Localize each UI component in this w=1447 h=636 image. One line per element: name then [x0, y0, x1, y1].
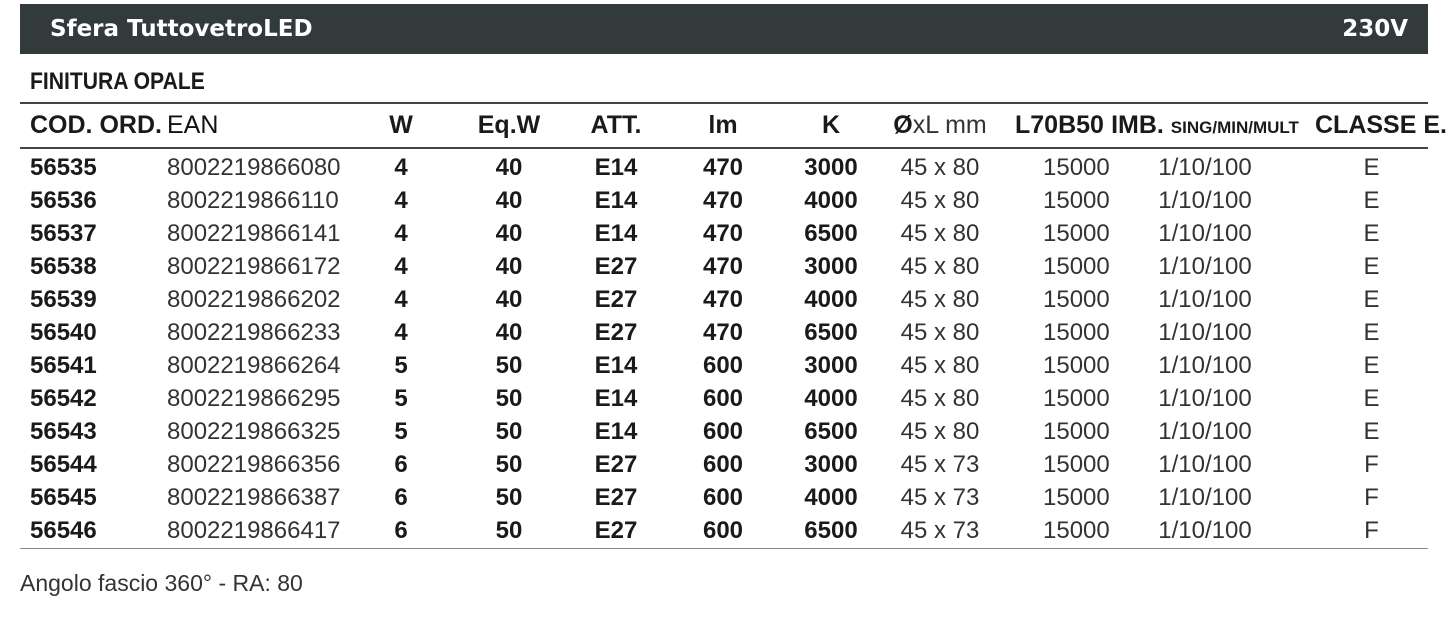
cell-w: 5 — [394, 417, 408, 445]
cell-k: 3000 — [804, 351, 858, 379]
cell-l70b50: 15000 — [1043, 153, 1110, 181]
cell-lm: 600 — [702, 483, 744, 511]
cell-imb: 1/10/100 — [1158, 450, 1252, 478]
cell-classe: F — [1364, 450, 1379, 478]
cell-k: 6500 — [804, 417, 858, 445]
table-row — [20, 316, 1428, 349]
table-row — [20, 514, 1428, 547]
cell-l70b50: 15000 — [1043, 285, 1110, 313]
col-imb — [1095, 104, 1315, 147]
cell-cod-ord: 56536 — [30, 186, 97, 214]
cell-ean: 8002219866202 — [167, 285, 341, 313]
cell-l70b50: 15000 — [1043, 417, 1110, 445]
cell-l70b50: 15000 — [1043, 384, 1110, 412]
cell-cod-ord: 56535 — [30, 153, 97, 181]
table-row — [20, 448, 1428, 481]
col-lm: lm — [708, 111, 738, 139]
cell-ean: 8002219866233 — [167, 318, 341, 346]
cell-classe: E — [1363, 384, 1380, 412]
cell-l70b50: 15000 — [1043, 219, 1110, 247]
cell-imb: 1/10/100 — [1158, 384, 1252, 412]
cell-att: E27 — [594, 516, 638, 544]
cell-imb: 1/10/100 — [1158, 285, 1252, 313]
cell-dimensions: 45 x 80 — [900, 186, 980, 214]
cell-eqw: 50 — [495, 417, 523, 445]
cell-eqw: 40 — [495, 186, 523, 214]
cell-dimensions: 45 x 73 — [900, 483, 980, 511]
cell-lm: 470 — [702, 153, 744, 181]
cell-eqw: 50 — [495, 483, 523, 511]
table-bottom-rule — [20, 548, 1428, 549]
finish-subtitle: FINITURA OPALE — [30, 68, 205, 95]
col-eqw: Eq.W — [477, 111, 541, 139]
cell-cod-ord: 56546 — [30, 516, 97, 544]
product-table — [20, 104, 1447, 547]
cell-imb: 1/10/100 — [1158, 252, 1252, 280]
cell-eqw: 50 — [495, 450, 523, 478]
cell-w: 5 — [394, 351, 408, 379]
col-ean: EAN — [167, 111, 219, 139]
cell-att: E14 — [594, 384, 638, 412]
cell-imb: 1/10/100 — [1158, 219, 1252, 247]
cell-imb: 1/10/100 — [1158, 351, 1252, 379]
cell-w: 6 — [394, 483, 408, 511]
cell-cod-ord: 56538 — [30, 252, 97, 280]
cell-cod-ord: 56544 — [30, 450, 97, 478]
table-row — [20, 349, 1428, 382]
cell-att: E27 — [594, 318, 638, 346]
cell-ean: 8002219866295 — [167, 384, 341, 412]
cell-l70b50: 15000 — [1043, 186, 1110, 214]
cell-ean: 8002219866387 — [167, 483, 341, 511]
diameter-symbol: Ø — [893, 111, 913, 139]
table-row — [20, 184, 1428, 217]
cell-k: 6500 — [804, 516, 858, 544]
cell-lm: 470 — [702, 252, 744, 280]
cell-imb: 1/10/100 — [1158, 516, 1252, 544]
cell-w: 4 — [394, 252, 408, 280]
col-w: W — [389, 111, 413, 139]
cell-eqw: 40 — [495, 252, 523, 280]
cell-lm: 470 — [702, 186, 744, 214]
cell-eqw: 40 — [495, 153, 523, 181]
cell-att: E14 — [594, 219, 638, 247]
cell-ean: 8002219866264 — [167, 351, 341, 379]
cell-lm: 600 — [702, 351, 744, 379]
cell-ean: 8002219866141 — [167, 219, 341, 247]
title-bar — [20, 4, 1428, 54]
cell-cod-ord: 56542 — [30, 384, 97, 412]
cell-lm: 470 — [702, 318, 744, 346]
cell-att: E27 — [594, 450, 638, 478]
cell-dimensions: 45 x 80 — [900, 219, 980, 247]
cell-classe: E — [1363, 252, 1380, 280]
cell-cod-ord: 56539 — [30, 285, 97, 313]
cell-cod-ord: 56543 — [30, 417, 97, 445]
col-att: ATT. — [590, 111, 642, 139]
table-row — [20, 382, 1428, 415]
cell-att: E14 — [594, 417, 638, 445]
cell-w: 6 — [394, 450, 408, 478]
cell-classe: E — [1363, 417, 1380, 445]
table-row — [20, 147, 1428, 184]
cell-classe: E — [1363, 318, 1380, 346]
cell-classe: E — [1363, 351, 1380, 379]
cell-dimensions: 45 x 80 — [900, 318, 980, 346]
cell-k: 6500 — [804, 318, 858, 346]
cell-w: 6 — [394, 516, 408, 544]
footer-note: Angolo fascio 360° - RA: 80 — [20, 570, 303, 596]
cell-l70b50: 15000 — [1043, 483, 1110, 511]
col-dimensions — [865, 104, 1015, 147]
cell-dimensions: 45 x 80 — [900, 351, 980, 379]
header-row — [20, 104, 1428, 147]
cell-lm: 600 — [702, 384, 744, 412]
table-row — [20, 415, 1428, 448]
cell-w: 4 — [394, 186, 408, 214]
cell-classe: E — [1363, 153, 1380, 181]
cell-l70b50: 15000 — [1043, 318, 1110, 346]
cell-lm: 600 — [702, 417, 744, 445]
cell-k: 6500 — [804, 219, 858, 247]
cell-w: 4 — [394, 318, 408, 346]
cell-cod-ord: 56541 — [30, 351, 97, 379]
col-cod-ord: COD. ORD. — [30, 111, 162, 139]
cell-att: E27 — [594, 252, 638, 280]
cell-k: 3000 — [804, 252, 858, 280]
cell-dimensions: 45 x 80 — [900, 153, 980, 181]
col-k: K — [821, 111, 841, 139]
cell-ean: 8002219866172 — [167, 252, 341, 280]
cell-l70b50: 15000 — [1043, 516, 1110, 544]
cell-att: E14 — [594, 351, 638, 379]
imb-label: IMB. — [1111, 111, 1164, 139]
cell-dimensions: 45 x 80 — [900, 384, 980, 412]
cell-k: 4000 — [804, 483, 858, 511]
cell-att: E27 — [594, 483, 638, 511]
cell-dimensions: 45 x 80 — [900, 285, 980, 313]
cell-imb: 1/10/100 — [1158, 186, 1252, 214]
cell-classe: E — [1363, 219, 1380, 247]
cell-lm: 600 — [702, 516, 744, 544]
cell-att: E27 — [594, 285, 638, 313]
cell-w: 4 — [394, 153, 408, 181]
cell-dimensions: 45 x 80 — [900, 252, 980, 280]
cell-ean: 8002219866356 — [167, 450, 341, 478]
col-l70b50: L70B50 — [1015, 111, 1104, 139]
cell-eqw: 40 — [495, 219, 523, 247]
cell-cod-ord: 56545 — [30, 483, 97, 511]
dimensions-label: xL mm — [912, 111, 987, 139]
cell-k: 4000 — [804, 384, 858, 412]
cell-lm: 600 — [702, 450, 744, 478]
cell-dimensions: 45 x 73 — [900, 450, 980, 478]
cell-w: 4 — [394, 285, 408, 313]
cell-cod-ord: 56537 — [30, 219, 97, 247]
cell-k: 3000 — [804, 153, 858, 181]
table-row — [20, 250, 1428, 283]
cell-imb: 1/10/100 — [1158, 318, 1252, 346]
table-row — [20, 283, 1428, 316]
cell-eqw: 50 — [495, 516, 523, 544]
cell-ean: 8002219866110 — [167, 186, 339, 214]
cell-att: E14 — [594, 186, 638, 214]
cell-classe: F — [1364, 483, 1379, 511]
col-classe: CLASSE E. — [1315, 111, 1447, 139]
cell-ean: 8002219866325 — [167, 417, 341, 445]
cell-k: 4000 — [804, 285, 858, 313]
table-row — [20, 217, 1428, 250]
cell-l70b50: 15000 — [1043, 450, 1110, 478]
cell-l70b50: 15000 — [1043, 351, 1110, 379]
cell-cod-ord: 56540 — [30, 318, 97, 346]
cell-lm: 470 — [702, 219, 744, 247]
cell-w: 4 — [394, 219, 408, 247]
cell-lm: 470 — [702, 285, 744, 313]
imb-sub-label: SING/MIN/MULT — [1170, 118, 1299, 137]
cell-dimensions: 45 x 80 — [900, 417, 980, 445]
cell-eqw: 40 — [495, 318, 523, 346]
cell-k: 3000 — [804, 450, 858, 478]
cell-ean: 8002219866417 — [167, 516, 341, 544]
cell-eqw: 40 — [495, 285, 523, 313]
cell-k: 4000 — [804, 186, 858, 214]
product-title: Sfera TuttovetroLED — [50, 16, 313, 42]
table-row — [20, 481, 1428, 514]
cell-classe: E — [1363, 186, 1380, 214]
cell-att: E14 — [594, 153, 638, 181]
voltage-label: 230V — [1342, 16, 1408, 42]
cell-dimensions: 45 x 73 — [900, 516, 980, 544]
cell-classe: E — [1363, 285, 1380, 313]
cell-imb: 1/10/100 — [1158, 483, 1252, 511]
cell-l70b50: 15000 — [1043, 252, 1110, 280]
cell-classe: F — [1364, 516, 1379, 544]
cell-ean: 8002219866080 — [167, 153, 341, 181]
cell-imb: 1/10/100 — [1158, 153, 1252, 181]
cell-eqw: 50 — [495, 384, 523, 412]
cell-w: 5 — [394, 384, 408, 412]
cell-imb: 1/10/100 — [1158, 417, 1252, 445]
cell-eqw: 50 — [495, 351, 523, 379]
